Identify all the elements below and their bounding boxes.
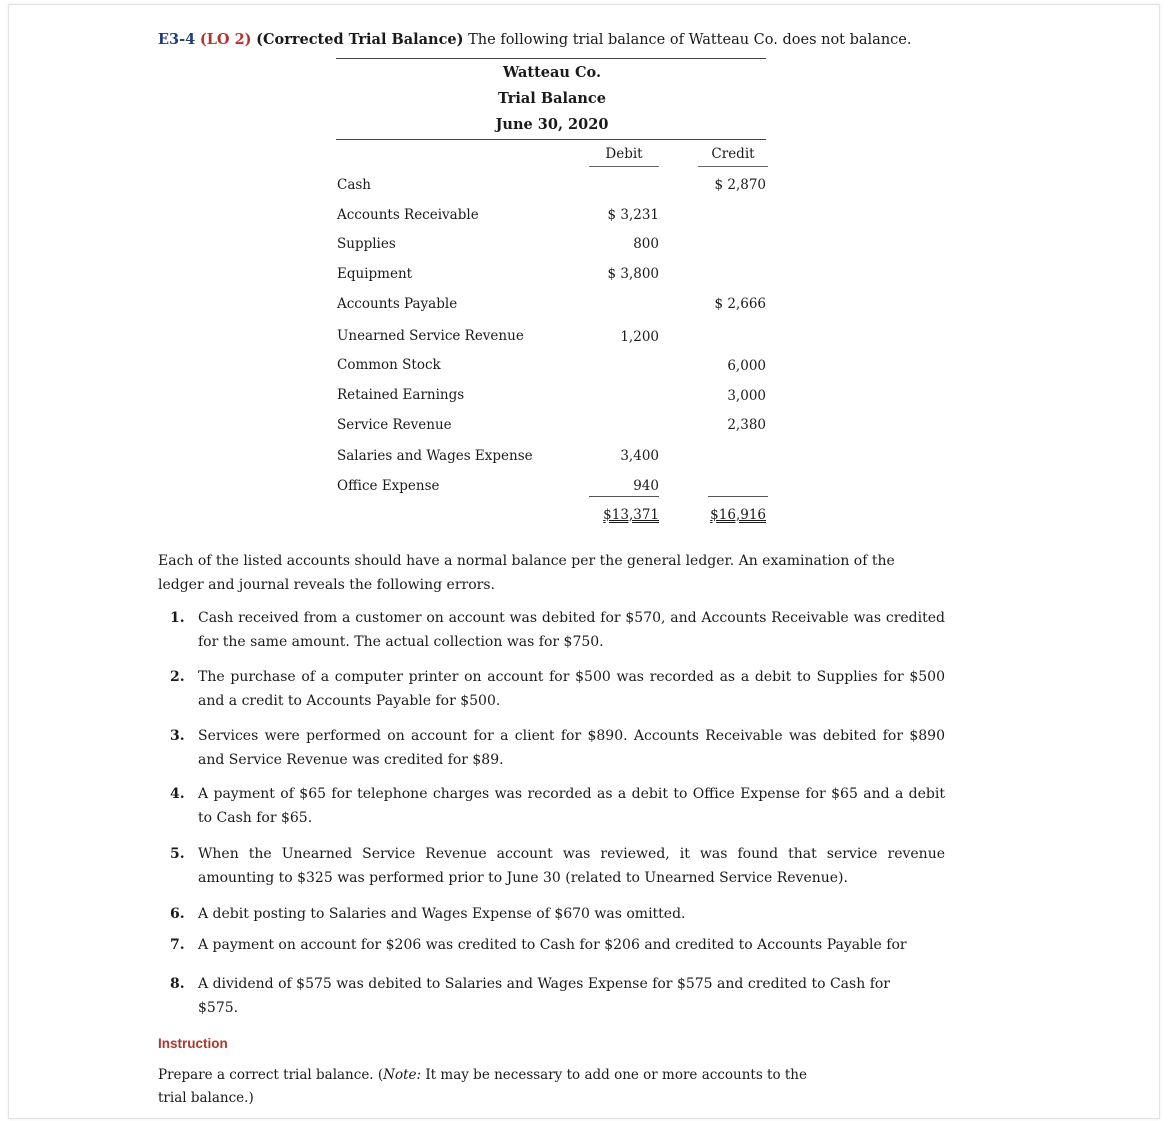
list-item bbox=[170, 782, 945, 830]
item-number: 6. bbox=[170, 906, 185, 922]
exercise-heading bbox=[158, 30, 958, 50]
exercise-number: E3-4 bbox=[158, 31, 196, 48]
list-item bbox=[170, 902, 945, 926]
instruction-heading: Instruction bbox=[158, 1036, 228, 1051]
debit-value: 1,200 bbox=[620, 329, 659, 345]
account-label: Retained Earnings bbox=[337, 387, 465, 403]
item-text: A dividend of $575 was debited to Salaries and Wages Expense for $575 and credited to Cash for $575. bbox=[198, 976, 890, 1016]
item-number: 7. bbox=[170, 937, 185, 953]
credit-value: $ 2,870 bbox=[714, 177, 766, 193]
exercise-title: (Corrected Trial Balance) bbox=[256, 31, 464, 48]
debit-header: Debit bbox=[605, 146, 643, 162]
credit-header: Credit bbox=[711, 146, 755, 162]
credit-value: 3,000 bbox=[727, 388, 766, 404]
account-label: Common Stock bbox=[337, 357, 441, 373]
credit-total: $16,916 bbox=[710, 507, 766, 523]
list-item bbox=[170, 665, 945, 713]
item-text: Cash received from a customer on account was debited for $570, and Accounts Receivable was credited for the same amount. The actual collection was for $750. bbox=[198, 610, 945, 650]
instruction-prefix: Prepare a correct trial balance. ( bbox=[158, 1067, 384, 1083]
debit-value: $ 3,231 bbox=[607, 207, 659, 223]
item-number: 1. bbox=[170, 610, 185, 626]
account-label: Accounts Receivable bbox=[337, 207, 479, 223]
item-number: 2. bbox=[170, 669, 185, 685]
debit-header-rule bbox=[589, 166, 659, 167]
instruction-text bbox=[158, 1064, 838, 1110]
debit-value: $ 3,800 bbox=[607, 266, 659, 282]
credit-sum-rule bbox=[708, 496, 768, 497]
credit-value: $ 2,666 bbox=[714, 296, 766, 312]
statement-date: June 30, 2020 bbox=[495, 116, 609, 133]
item-number: 4. bbox=[170, 786, 185, 802]
item-text: Services were performed on account for a client for $890. Accounts Receivable was debited for $890 and Service Revenue was credited for $89. bbox=[198, 728, 945, 768]
item-number: 5. bbox=[170, 846, 185, 862]
debit-value: 940 bbox=[633, 478, 659, 494]
list-item bbox=[170, 972, 890, 1020]
instruction-suffix: It may be necessary to add one or more accounts to the trial balance.) bbox=[158, 1067, 807, 1106]
item-text: The purchase of a computer printer on account for $500 was recorded as a debit to Supplies for $500 and a credit to Accounts Payable for $500. bbox=[198, 669, 945, 709]
debit-value: 3,400 bbox=[620, 448, 659, 464]
item-number: 8. bbox=[170, 976, 185, 992]
account-label: Supplies bbox=[337, 236, 396, 252]
account-label: Salaries and Wages Expense bbox=[337, 448, 533, 464]
table-header-rule bbox=[336, 139, 766, 140]
instruction-note-label: Note: bbox=[383, 1067, 422, 1083]
account-label: Accounts Payable bbox=[337, 296, 458, 312]
debit-value: 800 bbox=[633, 236, 659, 252]
account-label: Unearned Service Revenue bbox=[337, 328, 524, 344]
company-name: Watteau Co. bbox=[502, 64, 602, 81]
account-label: Equipment bbox=[337, 266, 413, 282]
credit-header-rule bbox=[698, 166, 768, 167]
credit-value: 2,380 bbox=[727, 417, 766, 433]
item-text: A debit posting to Salaries and Wages Expense of $670 was omitted. bbox=[198, 906, 686, 922]
account-label: Office Expense bbox=[337, 478, 440, 494]
credit-value: 6,000 bbox=[727, 358, 766, 374]
account-label: Cash bbox=[337, 177, 372, 193]
debit-total: $13,371 bbox=[603, 507, 659, 523]
account-label: Service Revenue bbox=[337, 417, 452, 433]
item-text: A payment on account for $206 was credited to Cash for $206 and credited to Accounts Payable for bbox=[198, 937, 907, 953]
item-number: 3. bbox=[170, 728, 185, 744]
item-text: When the Unearned Service Revenue account was reviewed, it was found that service revenue amounting to $325 was performed prior to June 30 (related to Unearned Service Revenue). bbox=[198, 846, 945, 886]
table-top-rule bbox=[336, 58, 766, 59]
list-item bbox=[170, 606, 945, 654]
exercise-intro: The following trial balance of Watteau Co. does not balance. bbox=[468, 32, 912, 48]
body-paragraph: Each of the listed accounts should have a normal balance per the general ledger. An examination of the ledger and journal reveals the following errors. bbox=[158, 553, 895, 593]
learning-objective: (LO 2) bbox=[199, 31, 252, 48]
list-item bbox=[170, 933, 945, 957]
statement-name: Trial Balance bbox=[498, 90, 606, 107]
list-item bbox=[170, 842, 945, 890]
list-item bbox=[170, 724, 945, 772]
item-text: A payment of $65 for telephone charges was recorded as a debit to Office Expense for $65 and a debit to Cash for $65. bbox=[198, 786, 945, 826]
debit-sum-rule bbox=[589, 496, 659, 497]
